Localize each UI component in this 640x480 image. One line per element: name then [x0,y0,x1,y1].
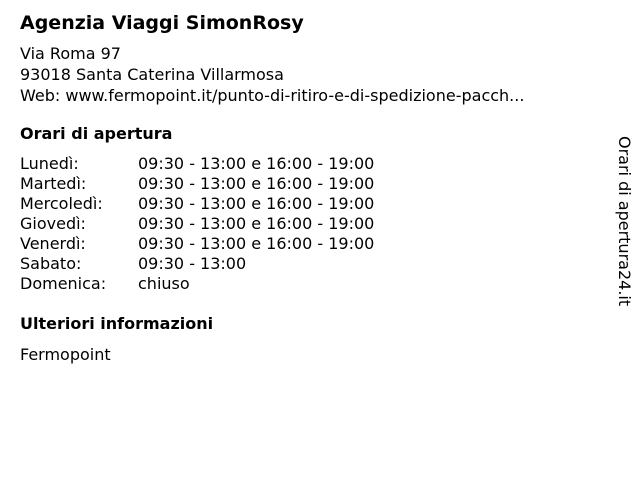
site-watermark: Orari di apertura24.it [615,136,634,307]
day-hours: 09:30 - 13:00 [138,254,247,273]
day-label: Domenica: [20,274,107,293]
day-label: Sabato: [20,254,82,273]
city-address: 93018 Santa Caterina Villarmosa [20,65,284,84]
day-hours: 09:30 - 13:00 e 16:00 - 19:00 [138,214,375,233]
day-hours: 09:30 - 13:00 e 16:00 - 19:00 [138,234,375,253]
day-hours: 09:30 - 13:00 e 16:00 - 19:00 [138,174,375,193]
further-info-heading: Ulteriori informazioni [20,314,214,333]
further-info-text: Fermopoint [20,345,111,364]
day-hours: chiuso [138,274,190,293]
website-link[interactable]: Web: www.fermopoint.it/punto-di-ritiro-e-di-spedizione-pacch... [20,86,525,105]
opening-hours-heading: Orari di apertura [20,124,173,143]
day-label: Lunedì: [20,154,79,173]
day-label: Mercoledì: [20,194,103,213]
day-label: Martedì: [20,174,87,193]
address-block [20,43,524,106]
business-name: Agenzia Viaggi SimonRosy [20,12,304,34]
day-hours: 09:30 - 13:00 e 16:00 - 19:00 [138,154,375,173]
day-hours: 09:30 - 13:00 e 16:00 - 19:00 [138,194,375,213]
street-address: Via Roma 97 [20,44,121,63]
day-label: Venerdì: [20,234,86,253]
day-label: Giovedì: [20,214,86,233]
